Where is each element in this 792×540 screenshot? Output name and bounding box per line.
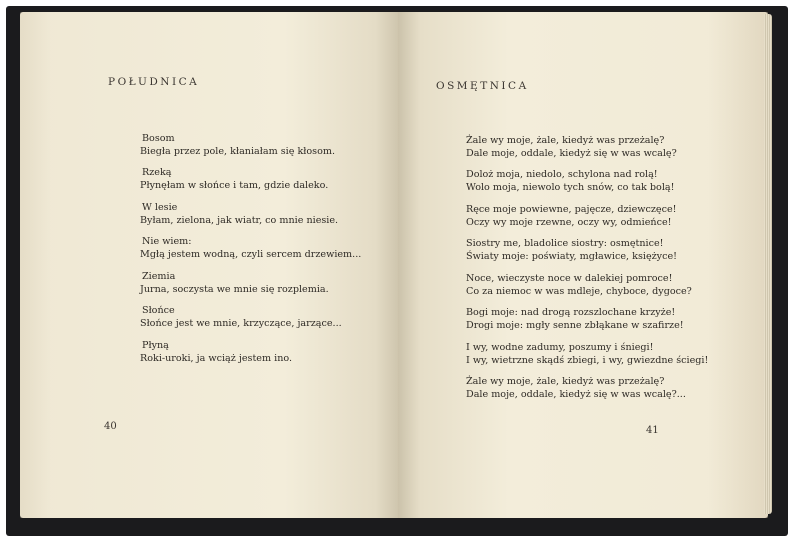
stanza [140,167,361,192]
poem-line: Bogi moje: nad drogą rozszlochane krzyże! [466,307,676,319]
stanza [466,376,708,401]
stanza [466,238,708,263]
poem-line: Jurna, soczysta we mnie się rozplemia. [140,283,329,295]
poem-line: Biegła przez pole, kłaniałam się kłosom. [140,145,335,157]
poem-line: Ziemia [142,270,176,282]
poem-line: Dale moje, oddale, kiedyż się w was wcalę?... [466,388,686,400]
stanza [466,169,708,194]
poem-line: Noce, wieczyste noce w dalekiej pomroce! [466,272,673,284]
poem-line: Rzeką [142,167,172,179]
poem-line: Żale wy moje, żale, kiedyż was przeżalę? [466,376,665,388]
poem-line: Słońce jest we mnie, krzyczące, jarzące... [140,318,342,330]
poem-line: Nie wiem: [142,236,192,248]
stanza [140,202,361,227]
poem-line: Byłam, zielona, jak wiatr, co mnie niesie. [140,214,339,226]
stanza [140,133,361,158]
stanza [466,135,708,160]
page-number-left: 40 [104,421,117,432]
poem-line: Oczy wy moje rzewne, oczy wy, odmieńce! [466,216,672,228]
stanza [140,305,361,330]
poem-body-left [140,133,361,374]
poem-line: Drogi moje: mgły senne zbłąkane w szafirze! [466,320,684,332]
poem-line: Mgłą jestem wodną, czyli sercem drzewiem... [140,249,362,261]
stanza [466,273,708,298]
poem-line: Dale moje, oddale, kiedyż się w was wcalę? [466,147,677,159]
poem-line: Płynęłam w słońce i tam, gdzie daleko. [140,180,329,192]
poem-line: Słońce [142,305,175,317]
left-page [20,12,398,518]
stanza [140,236,361,261]
poem-line: Doloż moja, niedolo, schylona nad rolą! [466,169,658,181]
poem-title-left: POŁUDNICA [108,76,200,88]
stanza [140,271,361,296]
poem-line: Bosom [142,133,175,144]
poem-line: Roki-uroki, ja wciąż jestem ino. [140,352,293,364]
page-edges [764,14,772,514]
poem-line: Wolo moja, niewolo tych snów, co tak bolą! [466,182,675,194]
poem-line: Płyną [142,339,169,351]
poem-line: Siostry me, bladolice siostry: osmętnice! [466,238,664,250]
poem-line: Ręce moje powiewne, pajęcze, dziewczęce! [466,203,677,215]
poem-line: Żale wy moje, żale, kiedyż was przeżalę? [466,135,665,146]
poem-line: Światy moje: poświaty, mgławice, księżyce! [466,251,678,263]
stanza [466,204,708,229]
poem-body-right [466,135,708,411]
stanza [466,342,708,367]
page-number-right: 41 [646,425,659,436]
stanza [140,340,361,365]
right-page [398,12,768,518]
poem-line: Co za niemoc w was mdleje, chyboce, dygoce? [466,285,692,297]
poem-line: W lesie [142,201,178,213]
poem-title-right: OSMĘTNICA [436,80,529,92]
poem-line: I wy, wietrzne skądś zbiegi, i wy, gwiezdne ściegi! [466,354,709,366]
stanza [466,307,708,332]
poem-line: I wy, wodne zadumy, poszumy i śniegi! [466,341,654,353]
